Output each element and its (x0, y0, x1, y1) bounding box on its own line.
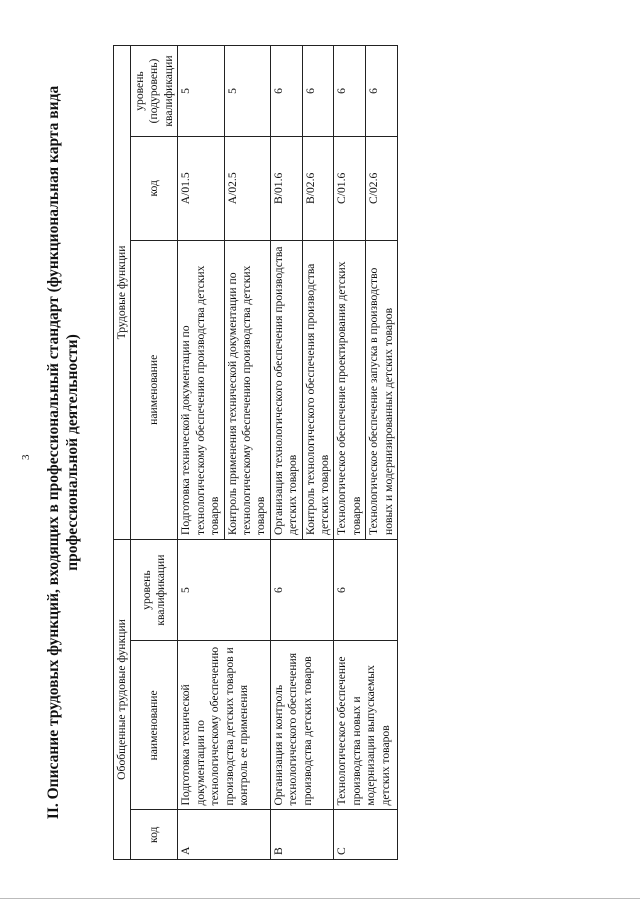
function-code: C/02.6 (366, 137, 398, 241)
function-level: 5 (178, 46, 224, 137)
labor-functions-header: Трудовые функции (114, 46, 131, 540)
function-name: Подготовка технической документации по технологическому обеспечению производства детских товаров (178, 240, 224, 539)
section-heading-line-1: II. Описание трудовых функций, входящих в профессиональный стандарт (функциональная карта вида (45, 85, 62, 820)
group-name: Технологическое обеспечение производства новых и модернизации выпускаемых детских товаров (334, 641, 398, 810)
section-heading (44, 30, 82, 875)
name-header: наименование (131, 641, 178, 810)
group-code: B (270, 810, 334, 860)
function-level: 6 (302, 46, 334, 137)
group-level: 6 (270, 539, 334, 640)
function-name: Контроль применения технической документации по технологическому обеспечению производства детских товаров (224, 240, 270, 539)
labor-code-header: код (131, 137, 178, 241)
group-code: A (178, 810, 270, 860)
group-level: 5 (178, 539, 270, 640)
group-level: 6 (334, 539, 398, 640)
function-code: B/01.6 (270, 137, 302, 241)
section-heading-line-2: профессиональной деятельности) (64, 334, 81, 571)
generalized-functions-header: Обобщенные трудовые функции (114, 539, 131, 859)
function-code: C/01.6 (334, 137, 366, 241)
group-name: Организация и контроль технологического обеспечения производства детских товаров (270, 641, 334, 810)
table-row (270, 46, 302, 860)
function-level: 5 (224, 46, 270, 137)
function-name: Организация технологического обеспечения производства детских товаров (270, 240, 302, 539)
scan-edge-line (0, 898, 640, 899)
functional-map-table (113, 45, 398, 860)
function-name: Технологическое обеспечение проектирования детских товаров (334, 240, 366, 539)
function-name: Контроль технологического обеспечения производства детских товаров (302, 240, 334, 539)
table-row (178, 46, 224, 860)
sublevel-header: уровень (подуровень) квалификации (131, 46, 178, 137)
level-header: уровень квалификации (131, 539, 178, 640)
code-header: код (131, 810, 178, 860)
page-number: 3 (20, 454, 32, 460)
function-code: A/01.5 (178, 137, 224, 241)
table-row (334, 46, 366, 860)
function-code: B/02.6 (302, 137, 334, 241)
function-level: 6 (334, 46, 366, 137)
function-code: A/02.5 (224, 137, 270, 241)
labor-name-header: наименование (131, 240, 178, 539)
function-level: 6 (270, 46, 302, 137)
group-name: Подготовка технической документации по технологическому обеспечению производства детских товаров и контроль ее применения (178, 641, 270, 810)
function-level: 6 (366, 46, 398, 137)
group-code: C (334, 810, 398, 860)
function-name: Технологическое обеспечение запуска в производство новых и модернизированных детских товаров (366, 240, 398, 539)
